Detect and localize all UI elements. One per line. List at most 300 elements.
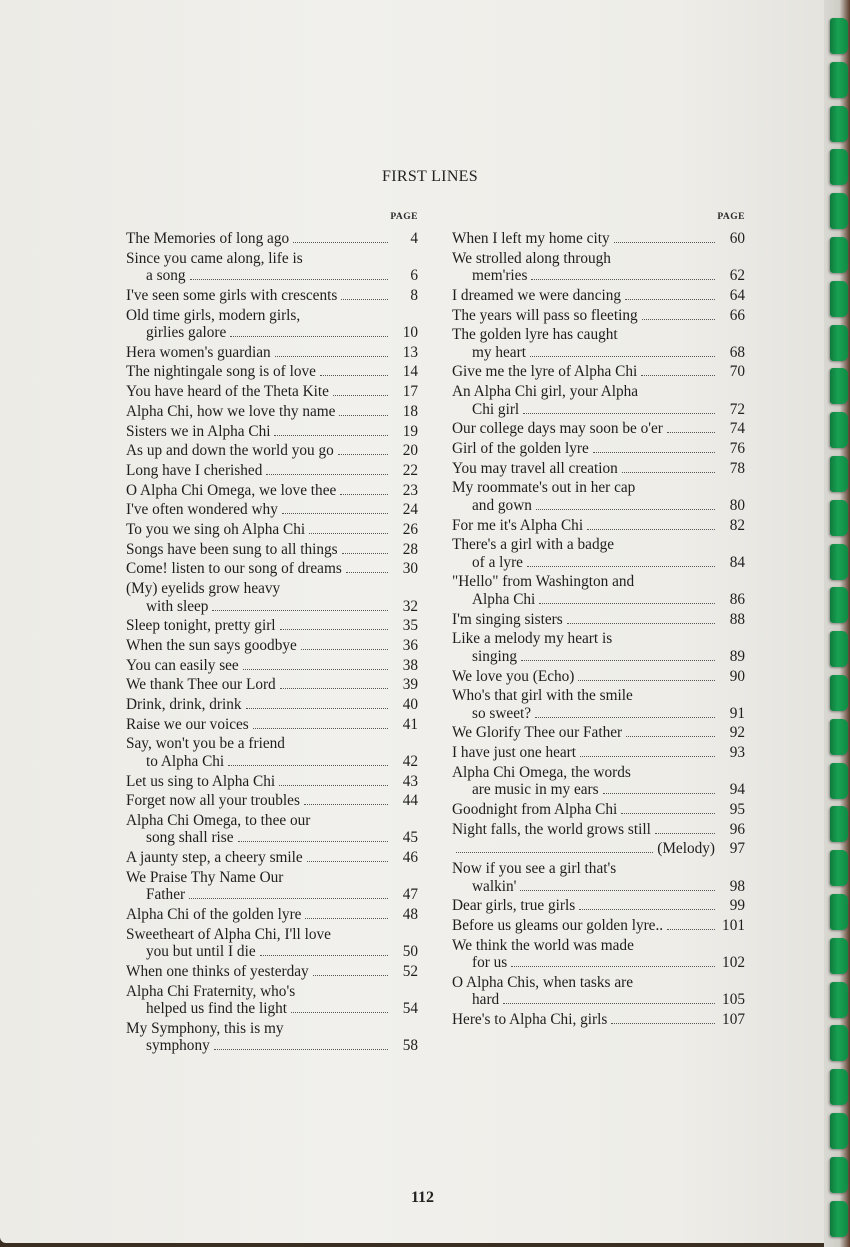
dot-leader [291, 1012, 388, 1013]
entry-first-line-text: Say, won't you be a friend [126, 735, 285, 753]
entry-page-number: 76 [729, 440, 745, 457]
index-entry [126, 442, 418, 460]
index-entry [452, 840, 745, 858]
entry-first-line-text: Forget now all your troubles [126, 792, 300, 810]
spiral-ring-icon [830, 850, 848, 886]
entry-page-number: 17 [402, 383, 418, 401]
dot-leader [535, 717, 715, 718]
entry-first-line-text: my heart [472, 343, 526, 361]
index-entry [452, 611, 745, 629]
index-entry [126, 307, 418, 342]
entry-first-line-text: a song [146, 267, 186, 285]
entry-first-line-text: I've often wondered why [126, 501, 278, 519]
dot-leader [603, 793, 715, 794]
entry-page-number: 46 [402, 849, 418, 867]
index-entry [126, 617, 418, 635]
dot-leader [611, 1023, 715, 1024]
index-entry [126, 482, 418, 500]
entry-page-number: 13 [402, 343, 418, 361]
entry-first-line-text: (Melody) [657, 840, 715, 858]
entry-page-number: 44 [402, 792, 418, 810]
entry-first-line-text: Songs have been sung to all things [126, 540, 338, 558]
dot-leader [621, 813, 715, 814]
entry-page-number: 32 [402, 597, 418, 615]
entry-page-number: 66 [729, 306, 745, 324]
index-column-right [452, 208, 745, 1031]
index-entry [126, 230, 418, 248]
entry-first-line-text: Here's to Alpha Chi, girls [452, 1010, 608, 1028]
entry-first-line-text: Sweetheart of Alpha Chi, I'll love [126, 925, 331, 943]
entry-page-number: 4 [410, 230, 418, 247]
spiral-ring-icon [830, 149, 848, 185]
entry-page-number: 82 [729, 516, 745, 534]
entry-page-number: 62 [729, 267, 745, 285]
spiral-ring-icon [830, 412, 848, 448]
entry-page-number: 72 [729, 400, 745, 418]
index-entry [126, 403, 418, 421]
index-entry [452, 974, 745, 1009]
dot-leader [527, 566, 715, 567]
dot-leader [511, 966, 715, 967]
entry-page-number: 47 [402, 886, 418, 904]
spiral-ring-icon [830, 1113, 848, 1149]
entry-first-line-text: The years will pass so fleeting [452, 306, 638, 324]
entry-first-line-text: with sleep [146, 597, 209, 615]
entry-page-number: 26 [402, 520, 418, 538]
index-entry [126, 716, 418, 734]
entry-page-number: 38 [402, 656, 418, 674]
entry-page-number: 50 [402, 943, 418, 961]
index-entry [126, 287, 418, 305]
page-column-header: PAGE [717, 212, 745, 222]
index-entry [452, 230, 745, 248]
entry-page-number: 89 [729, 647, 745, 665]
entry-first-line-text: You can easily see [126, 656, 239, 674]
entry-page-number: 24 [402, 501, 418, 519]
index-entry [452, 460, 745, 478]
entry-page-number: 102 [722, 954, 745, 972]
index-entry [452, 573, 745, 608]
entry-first-line-text: Alpha Chi, how we love thy name [126, 402, 336, 420]
index-entry [126, 792, 418, 810]
dot-leader [282, 513, 388, 514]
entry-first-line-text: song shall rise [146, 829, 234, 847]
index-entry [452, 937, 745, 972]
entry-page-number: 42 [402, 752, 418, 770]
entry-page-number: 68 [729, 343, 745, 361]
entry-page-number: 58 [402, 1037, 418, 1055]
entry-page-number: 88 [729, 610, 745, 628]
index-entry [126, 735, 418, 770]
dot-leader [212, 610, 388, 611]
index-entry [452, 860, 745, 895]
dot-leader [625, 299, 715, 300]
entry-first-line-text: As up and down the world you go [126, 442, 334, 460]
entry-page-number: 35 [402, 617, 418, 635]
entry-page-number: 45 [402, 829, 418, 847]
entry-page-number: 80 [729, 496, 745, 514]
entry-first-line-text: to Alpha Chi [146, 752, 225, 770]
spiral-ring-icon [830, 325, 848, 361]
dot-leader [655, 833, 715, 834]
entry-page-number: 64 [729, 286, 745, 304]
entry-first-line-text: We think the world was made [452, 936, 634, 954]
dot-leader [622, 472, 715, 473]
dot-leader [333, 395, 388, 396]
dot-leader [246, 708, 388, 709]
entry-page-number: 41 [402, 715, 418, 733]
index-column-left [126, 208, 418, 1057]
index-entry [126, 849, 418, 867]
spiral-ring-icon [830, 62, 848, 98]
index-entry [126, 812, 418, 847]
dot-leader [230, 336, 388, 337]
dot-leader [238, 841, 388, 842]
entry-first-line-text: The nightingale song is of love [126, 363, 316, 381]
entry-page-number: 101 [722, 916, 745, 934]
entry-first-line-text: There's a girl with a badge [452, 536, 615, 554]
entry-first-line-text: I dreamed we were dancing [452, 286, 622, 304]
dot-leader [667, 432, 715, 433]
dot-leader [521, 660, 715, 661]
index-entry [452, 668, 745, 686]
index-entry [126, 423, 418, 441]
entry-first-line-text: When one thinks of yesterday [126, 962, 309, 980]
entry-first-line-text: You may travel all creation [452, 459, 618, 477]
dot-leader [567, 623, 715, 624]
entry-first-line-text: I've seen some girls with crescents [126, 286, 338, 304]
dot-leader [530, 356, 715, 357]
entry-first-line-text: "Hello" from Washington and [452, 573, 635, 591]
entry-page-number: 6 [410, 267, 418, 285]
index-entry [126, 676, 418, 694]
index-entry [126, 250, 418, 285]
entry-first-line-text: so sweet? [472, 704, 532, 722]
dot-leader [190, 279, 388, 280]
entry-page-number: 28 [402, 540, 418, 558]
dot-leader [578, 680, 715, 681]
index-entry [126, 906, 418, 924]
entry-page-number: 96 [729, 820, 745, 838]
dot-leader [614, 242, 715, 243]
entry-page-number: 10 [402, 324, 418, 342]
index-entry [452, 479, 745, 514]
dot-leader [304, 804, 388, 805]
index-entry [126, 773, 418, 791]
entry-first-line-text: I'm singing sisters [452, 610, 563, 628]
entry-first-line-text: Goodnight from Alpha Chi [452, 800, 618, 818]
binding-spine [824, 0, 850, 1247]
entry-page-number: 97 [729, 840, 745, 858]
dot-leader [307, 861, 388, 862]
entry-first-line-text: Drink, drink, drink [126, 695, 242, 713]
dot-leader [346, 572, 388, 573]
index-entry [452, 744, 745, 762]
spiral-ring-icon [830, 1157, 848, 1193]
entry-first-line-text: Come! listen to our song of dreams [126, 560, 342, 578]
index-entry [126, 580, 418, 615]
dot-leader [228, 765, 388, 766]
index-entry [126, 963, 418, 981]
page-title: FIRST LINES [382, 168, 478, 185]
index-entry [452, 1011, 745, 1029]
dot-leader [536, 509, 715, 510]
spiral-ring-icon [830, 675, 848, 711]
index-entry [452, 363, 745, 381]
entry-first-line-text: Sisters we in Alpha Chi [126, 422, 271, 440]
entry-first-line-text: Alpha Chi [472, 590, 536, 608]
index-entry [452, 821, 745, 839]
entry-page-number: 95 [729, 800, 745, 818]
entry-first-line-text: singing [472, 647, 518, 665]
dot-leader [667, 929, 715, 930]
entry-first-line-text: Since you came along, life is [126, 249, 303, 267]
entry-page-number: 60 [729, 230, 745, 247]
dot-leader [243, 669, 388, 670]
spiral-ring-icon [830, 806, 848, 842]
spiral-ring-icon [830, 631, 848, 667]
spiral-ring-icon [830, 1201, 848, 1237]
index-entry [452, 917, 745, 935]
spiral-ring-icon [830, 456, 848, 492]
entry-first-line-text: Alpha Chi Fraternity, who's [126, 982, 296, 1000]
dot-leader [280, 688, 388, 689]
entry-first-line-text: Now if you see a girl that's [452, 860, 617, 877]
index-entry [126, 869, 418, 904]
dot-leader [580, 756, 715, 757]
entry-first-line-text: We strolled along through [452, 249, 611, 267]
dot-leader [342, 553, 388, 554]
entry-page-number: 54 [402, 1000, 418, 1017]
dot-leader [641, 375, 715, 376]
entry-first-line-text: The Memories of long ago [126, 230, 290, 247]
index-entry [452, 250, 745, 285]
dot-leader [309, 533, 388, 534]
page-number: 112 [410, 1189, 435, 1206]
entry-first-line-text: Hera women's guardian [126, 343, 271, 361]
entry-first-line-text: We Glorify Thee our Father [452, 724, 623, 742]
entry-first-line-text: Before us gleams our golden lyre.. [452, 916, 664, 934]
entry-first-line-text: helped us find the light [146, 1000, 288, 1017]
entry-first-line-text: We thank Thee our Lord [126, 676, 276, 694]
entry-page-number: 90 [729, 667, 745, 685]
entry-first-line-text: I have just one heart [452, 744, 577, 762]
spiral-ring-icon [830, 106, 848, 142]
spiral-ring-icon [830, 938, 848, 974]
spiral-ring-icon [830, 763, 848, 799]
entry-first-line-text: We love you (Echo) [452, 667, 575, 685]
entry-page-number: 78 [729, 459, 745, 477]
index-entry [452, 326, 745, 361]
entry-first-line-text: Chi girl [472, 400, 520, 418]
dot-leader [214, 1049, 388, 1050]
index-entry [126, 983, 418, 1018]
index-entry [126, 383, 418, 401]
entry-page-number: 91 [729, 704, 745, 722]
index-entry [452, 630, 745, 665]
entry-first-line-text: Who's that girl with the smile [452, 687, 633, 705]
entry-page-number: 74 [729, 420, 745, 438]
entry-page-number: 107 [722, 1010, 745, 1028]
entry-first-line-text: My roommate's out in her cap [452, 479, 636, 497]
dot-leader [320, 375, 388, 376]
entry-page-number: 40 [402, 695, 418, 713]
entry-first-line-text: Give me the lyre of Alpha Chi [452, 363, 638, 381]
entry-first-line-text: Father [146, 886, 186, 904]
spiral-ring-icon [830, 719, 848, 755]
entry-first-line-text: Like a melody my heart is [452, 630, 613, 648]
entry-first-line-text: Our college days may soon be o'er [452, 420, 663, 438]
entry-first-line-text: mem'ries [472, 267, 528, 285]
entry-first-line-text: Girl of the golden lyre [452, 440, 589, 457]
entry-first-line-text: and gown [472, 496, 532, 514]
entry-page-number: 105 [722, 991, 745, 1009]
entry-first-line-text: Sleep tonight, pretty girl [126, 617, 276, 635]
entry-first-line-text: You have heard of the Theta Kite [126, 383, 329, 401]
index-entry [126, 501, 418, 519]
entry-page-number: 22 [402, 461, 418, 479]
index-entry [452, 897, 745, 915]
dot-leader [313, 975, 388, 976]
dot-leader [593, 452, 715, 453]
index-entry [126, 926, 418, 961]
entry-page-number: 8 [410, 286, 418, 304]
entry-first-line-text: When the sun says goodbye [126, 636, 297, 654]
dot-leader [293, 242, 388, 243]
dot-leader [503, 1003, 715, 1004]
entry-first-line-text: Long have I cherished [126, 461, 263, 479]
entry-first-line-text: To you we sing oh Alpha Chi [126, 520, 306, 538]
entry-first-line-text: (My) eyelids grow heavy [126, 580, 281, 597]
entry-page-number: 86 [729, 590, 745, 608]
spiral-ring-icon [830, 500, 848, 536]
dot-leader [339, 415, 388, 416]
dot-leader [301, 649, 388, 650]
index-entry [126, 541, 418, 559]
index-entry [126, 1020, 418, 1055]
dot-leader [520, 890, 715, 891]
entry-page-number: 94 [729, 781, 745, 799]
index-entry [452, 764, 745, 799]
entry-page-number: 39 [402, 676, 418, 694]
spiral-ring-icon [830, 18, 848, 54]
entry-first-line-text: Night falls, the world grows still [452, 820, 651, 838]
index-entry [126, 657, 418, 675]
entry-list [126, 230, 418, 1055]
entry-first-line-text: Let us sing to Alpha Chi [126, 772, 276, 790]
spiral-ring-icon [830, 1025, 848, 1061]
dot-leader [280, 629, 388, 630]
entry-first-line-text: The golden lyre has caught [452, 326, 618, 344]
index-entry [126, 696, 418, 714]
entry-page-number: 98 [729, 877, 745, 895]
entry-first-line-text: are music in my ears [472, 781, 599, 799]
entry-first-line-text: When I left my home city [452, 230, 610, 247]
entry-page-number: 52 [402, 962, 418, 980]
entry-first-line-text: We Praise Thy Name Our [126, 868, 284, 886]
dot-leader [539, 603, 715, 604]
index-entry [452, 801, 745, 819]
dot-leader [275, 356, 388, 357]
entry-first-line-text: walkin' [472, 877, 517, 895]
entry-first-line-text: symphony [146, 1037, 210, 1055]
dot-leader [279, 785, 388, 786]
entry-first-line-text: My Symphony, this is my [126, 1019, 284, 1037]
dot-leader [531, 279, 715, 280]
index-entry [126, 521, 418, 539]
index-entry [452, 536, 745, 571]
dot-leader [523, 413, 715, 414]
entry-first-line-text: Old time girls, modern girls, [126, 306, 301, 324]
entry-first-line-text: you but until I die [146, 943, 256, 961]
dot-leader [274, 435, 388, 436]
dot-leader [626, 736, 715, 737]
spiral-ring-icon [830, 544, 848, 580]
entry-first-line-text: Raise we our voices [126, 715, 249, 733]
index-entry [126, 560, 418, 578]
spiral-ring-icon [830, 894, 848, 930]
dot-leader [341, 299, 388, 300]
entry-first-line-text: Alpha Chi Omega, the words [452, 763, 631, 781]
dot-leader [260, 955, 388, 956]
entry-first-line-text: A jaunty step, a cheery smile [126, 849, 303, 867]
index-entry [452, 383, 745, 418]
index-entry [452, 420, 745, 438]
entry-first-line-text: hard [472, 991, 500, 1009]
entry-page-number: 14 [402, 363, 418, 381]
entry-first-line-text: O Alpha Chi Omega, we love thee [126, 481, 337, 499]
entry-first-line-text: for us [472, 954, 508, 972]
dot-leader [189, 898, 388, 899]
dot-leader [340, 494, 388, 495]
entry-first-line-text: Dear girls, true girls [452, 897, 576, 915]
dot-leader [456, 852, 653, 853]
index-entry [126, 637, 418, 655]
entry-page-number: 92 [729, 724, 745, 742]
entry-first-line-text: An Alpha Chi girl, your Alpha [452, 383, 639, 401]
index-entry [126, 344, 418, 362]
index-entry [126, 462, 418, 480]
entry-first-line-text: For me it's Alpha Chi [452, 516, 584, 534]
spiral-ring-icon [830, 587, 848, 623]
index-entry [126, 363, 418, 381]
dot-leader [579, 909, 715, 910]
entry-first-line-text: of a lyre [472, 553, 523, 571]
entry-list [452, 230, 745, 1028]
dot-leader [642, 319, 715, 320]
dot-leader [266, 474, 388, 475]
entry-page-number: 93 [729, 744, 745, 762]
index-entry [452, 287, 745, 305]
spiral-ring-icon [830, 193, 848, 229]
entry-page-number: 19 [402, 422, 418, 440]
dot-leader [338, 454, 388, 455]
dot-leader [253, 728, 388, 729]
entry-page-number: 48 [402, 905, 418, 923]
entry-first-line-text: Alpha Chi Omega, to thee our [126, 811, 311, 829]
index-entry [452, 687, 745, 722]
page-column-header: PAGE [390, 212, 418, 222]
index-entry [452, 724, 745, 742]
dot-leader [305, 918, 388, 919]
spiral-ring-icon [830, 237, 848, 273]
entry-page-number: 20 [402, 442, 418, 460]
index-entry [452, 440, 745, 458]
entry-page-number: 99 [729, 897, 745, 915]
entry-first-line-text: O Alpha Chis, when tasks are [452, 973, 633, 991]
entry-first-line-text: Alpha Chi of the golden lyre [126, 905, 302, 923]
spiral-ring-icon [830, 982, 848, 1018]
